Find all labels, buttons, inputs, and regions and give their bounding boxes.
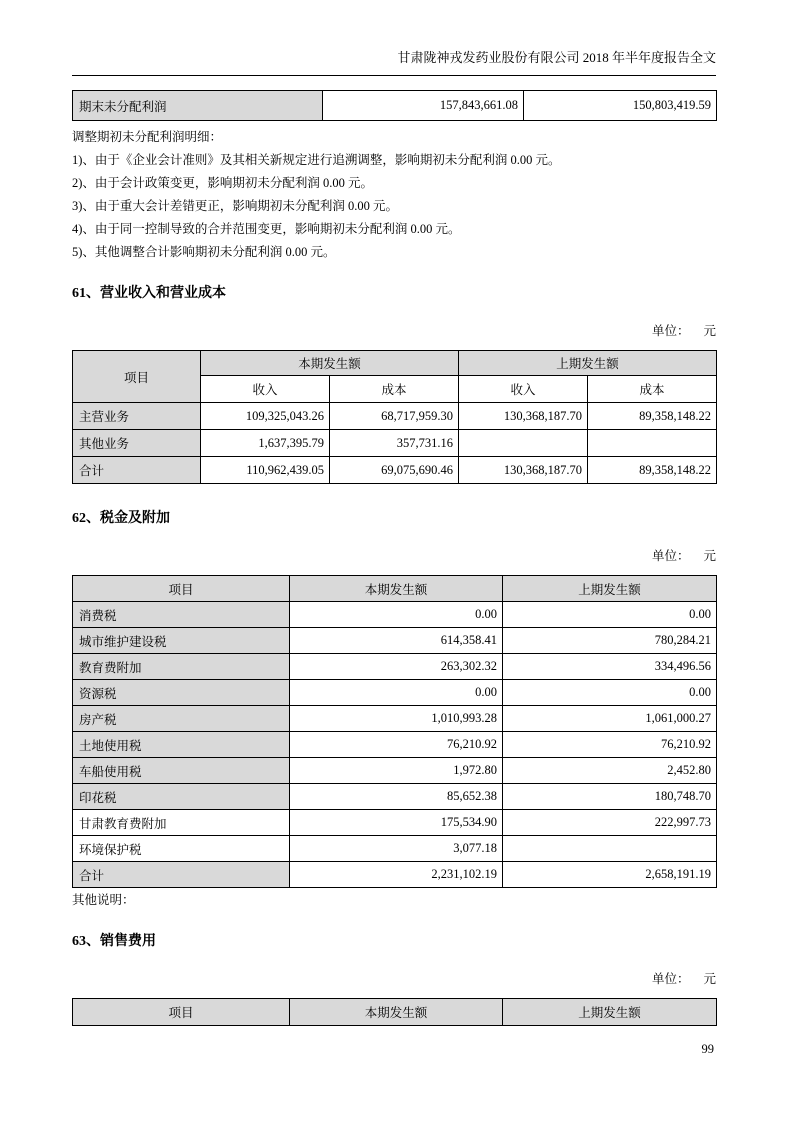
row-label: 甘肃教育费附加	[73, 810, 290, 836]
document-header-title: 甘肃陇神戎发药业股份有限公司 2018 年半年度报告全文	[397, 50, 716, 65]
table-row	[73, 862, 717, 888]
unit-value: 元	[703, 324, 716, 338]
row-label: 资源税	[73, 680, 290, 706]
table-row	[73, 784, 717, 810]
adjustment-note-item-5: 5)、其他调整合计影响期初未分配利润 0.00 元。	[72, 245, 336, 259]
unit-line-62	[72, 549, 716, 563]
revenue-cost-table-wrap	[72, 350, 716, 484]
col-header-prior-period: 上期发生额	[503, 999, 717, 1026]
unit-label: 单位：	[651, 972, 690, 986]
table-row	[73, 430, 717, 457]
undistributed-profit-table	[72, 90, 717, 121]
unit-label: 单位：	[651, 324, 690, 338]
col-header-current-period: 本期发生额	[290, 576, 503, 602]
cell-value: 180,748.70	[503, 784, 717, 810]
cell-value: 69,075,690.46	[330, 457, 459, 484]
col-header-item: 项目	[73, 999, 290, 1026]
adjustment-note-item-2: 2)、由于会计政策变更，影响期初未分配利润 0.00 元。	[72, 176, 374, 190]
row-label: 合计	[73, 862, 290, 888]
cell-value: 76,210.92	[290, 732, 503, 758]
cell-value: 2,452.80	[503, 758, 717, 784]
cell-value: 1,010,993.28	[290, 706, 503, 732]
adjustment-note-item-1: 1)、由于《企业会计准则》及其相关新规定进行追溯调整，影响期初未分配利润 0.00 元。	[72, 153, 561, 167]
cell-value: 175,534.90	[290, 810, 503, 836]
cell-value: 130,368,187.70	[459, 403, 588, 430]
undistributed-profit-table-wrap	[72, 90, 716, 121]
table-row	[73, 758, 717, 784]
row-label: 城市维护建设税	[73, 628, 290, 654]
prior-period-value: 150,803,419.59	[524, 91, 717, 121]
cell-value: 263,302.32	[290, 654, 503, 680]
table-row	[73, 836, 717, 862]
cell-value: 2,231,102.19	[290, 862, 503, 888]
revenue-cost-table	[72, 350, 717, 484]
row-label: 合计	[73, 457, 201, 484]
col-header-income: 收入	[459, 376, 588, 403]
unit-value: 元	[703, 972, 716, 986]
document-header	[72, 50, 716, 76]
header-row	[73, 999, 717, 1026]
cell-value: 780,284.21	[503, 628, 717, 654]
adjustment-note-item-3: 3)、由于重大会计差错更正，影响期初未分配利润 0.00 元。	[72, 199, 399, 213]
taxes-surcharges-table-wrap	[72, 575, 716, 888]
selling-expenses-table	[72, 998, 717, 1026]
header-row	[73, 576, 717, 602]
selling-expenses-table-wrap	[72, 998, 716, 1026]
table-row	[73, 403, 717, 430]
row-label: 消费税	[73, 602, 290, 628]
current-period-value: 157,843,661.08	[323, 91, 524, 121]
col-header-current-period: 本期发生额	[201, 351, 459, 376]
page-number: 99	[701, 1042, 714, 1056]
cell-value: 85,652.38	[290, 784, 503, 810]
unit-label: 单位：	[651, 549, 690, 563]
row-label: 教育费附加	[73, 654, 290, 680]
cell-value	[588, 430, 717, 457]
col-header-income: 收入	[201, 376, 330, 403]
col-header-current-period: 本期发生额	[290, 999, 503, 1026]
cell-value: 614,358.41	[290, 628, 503, 654]
table-row	[73, 654, 717, 680]
col-header-prior-period: 上期发生额	[459, 351, 717, 376]
col-header-cost: 成本	[330, 376, 459, 403]
cell-value: 0.00	[503, 680, 717, 706]
table-row	[73, 628, 717, 654]
cell-value: 222,997.73	[503, 810, 717, 836]
col-header-cost: 成本	[588, 376, 717, 403]
row-label: 印花税	[73, 784, 290, 810]
cell-value: 2,658,191.19	[503, 862, 717, 888]
row-label: 土地使用税	[73, 732, 290, 758]
row-label: 主营业务	[73, 403, 201, 430]
cell-value: 89,358,148.22	[588, 457, 717, 484]
row-label: 其他业务	[73, 430, 201, 457]
cell-value	[503, 836, 717, 862]
unit-line-61	[72, 324, 716, 338]
row-label: 房产税	[73, 706, 290, 732]
unit-line-63	[72, 972, 716, 986]
cell-value: 130,368,187.70	[459, 457, 588, 484]
table-row	[73, 810, 717, 836]
row-label: 期末未分配利润	[73, 91, 323, 121]
cell-value: 357,731.16	[330, 430, 459, 457]
cell-value: 334,496.56	[503, 654, 717, 680]
cell-value: 68,717,959.30	[330, 403, 459, 430]
taxes-surcharges-table	[72, 575, 717, 888]
section-63-title: 63、销售费用	[72, 934, 156, 949]
table-row	[73, 602, 717, 628]
table-row	[73, 706, 717, 732]
table-row	[73, 732, 717, 758]
col-header-prior-period: 上期发生额	[503, 576, 717, 602]
cell-value: 1,972.80	[290, 758, 503, 784]
cell-value: 110,962,439.05	[201, 457, 330, 484]
col-header-item: 项目	[73, 351, 201, 403]
row-label: 车船使用税	[73, 758, 290, 784]
cell-value: 1,061,000.27	[503, 706, 717, 732]
cell-value	[459, 430, 588, 457]
cell-value: 0.00	[503, 602, 717, 628]
table-row	[73, 680, 717, 706]
cell-value: 76,210.92	[503, 732, 717, 758]
table-row	[73, 91, 717, 121]
header-row-1	[73, 351, 717, 376]
cell-value: 0.00	[290, 602, 503, 628]
unit-value: 元	[703, 549, 716, 563]
section-62-title: 62、税金及附加	[72, 511, 170, 526]
adjustment-notes-intro: 调整期初未分配利润明细：	[72, 130, 223, 144]
col-header-item: 项目	[73, 576, 290, 602]
row-label: 环境保护税	[73, 836, 290, 862]
cell-value: 109,325,043.26	[201, 403, 330, 430]
cell-value: 0.00	[290, 680, 503, 706]
section-61-title: 61、营业收入和营业成本	[72, 286, 226, 301]
adjustment-note-item-4: 4)、由于同一控制导致的合并范围变更，影响期初未分配利润 0.00 元。	[72, 222, 461, 236]
other-notes-label: 其他说明：	[72, 893, 135, 907]
table-row	[73, 457, 717, 484]
cell-value: 89,358,148.22	[588, 403, 717, 430]
cell-value: 3,077.18	[290, 836, 503, 862]
cell-value: 1,637,395.79	[201, 430, 330, 457]
